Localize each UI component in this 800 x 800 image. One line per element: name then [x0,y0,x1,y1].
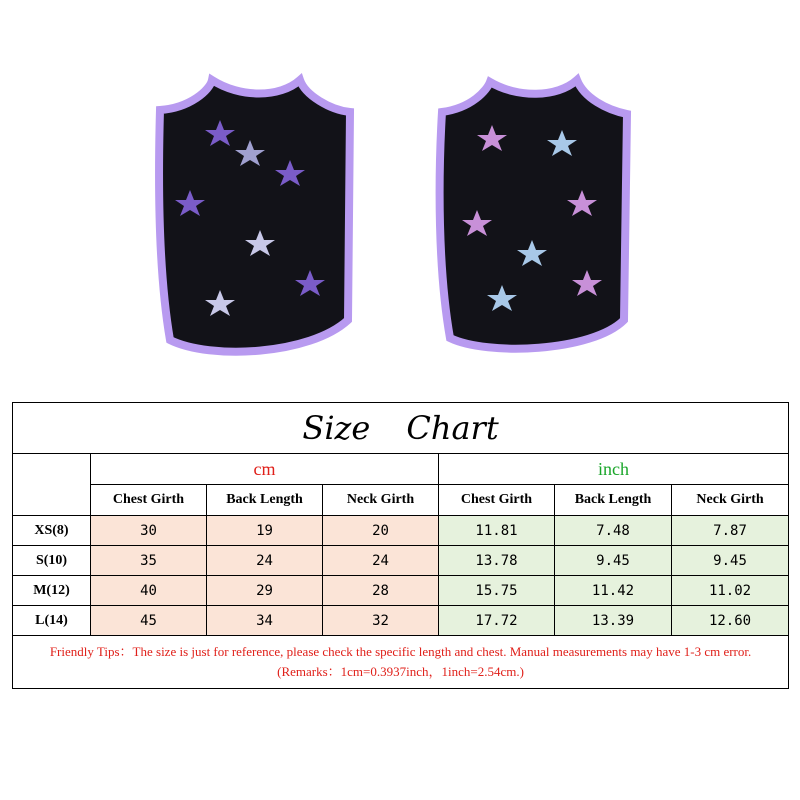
cell-neck-cm: 32 [323,606,439,636]
table-row [13,576,789,606]
cell-neck-cm: 28 [323,576,439,606]
unit-cm-header: cm [91,454,439,485]
table-row [13,516,789,546]
column-header-back-cm: Back Length [207,485,323,516]
cell-chest-inch: 11.81 [439,516,555,546]
table-row [13,606,789,636]
cell-chest-inch: 15.75 [439,576,555,606]
cell-neck-cm: 20 [323,516,439,546]
cell-neck-inch: 9.45 [672,546,789,576]
cell-neck-inch: 11.02 [672,576,789,606]
cell-chest-cm: 35 [91,546,207,576]
cell-chest-cm: 40 [91,576,207,606]
cell-back-cm: 24 [207,546,323,576]
corner-cell [13,454,91,516]
column-header-chest-cm: Chest Girth [91,485,207,516]
cell-neck-inch: 12.60 [672,606,789,636]
size-chart-title [13,403,789,454]
cell-back-cm: 34 [207,606,323,636]
cell-back-inch: 13.39 [555,606,672,636]
cell-neck-inch: 7.87 [672,516,789,546]
cell-chest-cm: 30 [91,516,207,546]
cell-chest-inch: 13.78 [439,546,555,576]
size-label: M(12) [13,576,91,606]
cell-back-cm: 19 [207,516,323,546]
unit-inch-header: inch [439,454,789,485]
cell-back-inch: 11.42 [555,576,672,606]
size-chart-table [12,402,789,689]
pet-vest-photo-right [432,70,637,360]
title-size: Size [302,409,371,447]
column-header-neck-inch: Neck Girth [672,485,789,516]
cell-chest-inch: 17.72 [439,606,555,636]
cell-back-inch: 9.45 [555,546,672,576]
cell-back-cm: 29 [207,576,323,606]
table-row [13,546,789,576]
size-label: L(14) [13,606,91,636]
cell-back-inch: 7.48 [555,516,672,546]
cell-neck-cm: 24 [323,546,439,576]
title-chart: Chart [406,409,499,447]
pet-vest-photo-left [150,70,360,365]
column-header-back-inch: Back Length [555,485,672,516]
size-label: XS(8) [13,516,91,546]
size-label: S(10) [13,546,91,576]
friendly-tips-note: Friendly Tips：The size is just for reference, please check the specific length and chest. Manual measurements may have 1-3 cm error. (Remarks：1cm=0.3937inch，1inch=2.54cm.) [13,636,789,689]
column-header-chest-inch: Chest Girth [439,485,555,516]
cell-chest-cm: 45 [91,606,207,636]
column-header-neck-cm: Neck Girth [323,485,439,516]
